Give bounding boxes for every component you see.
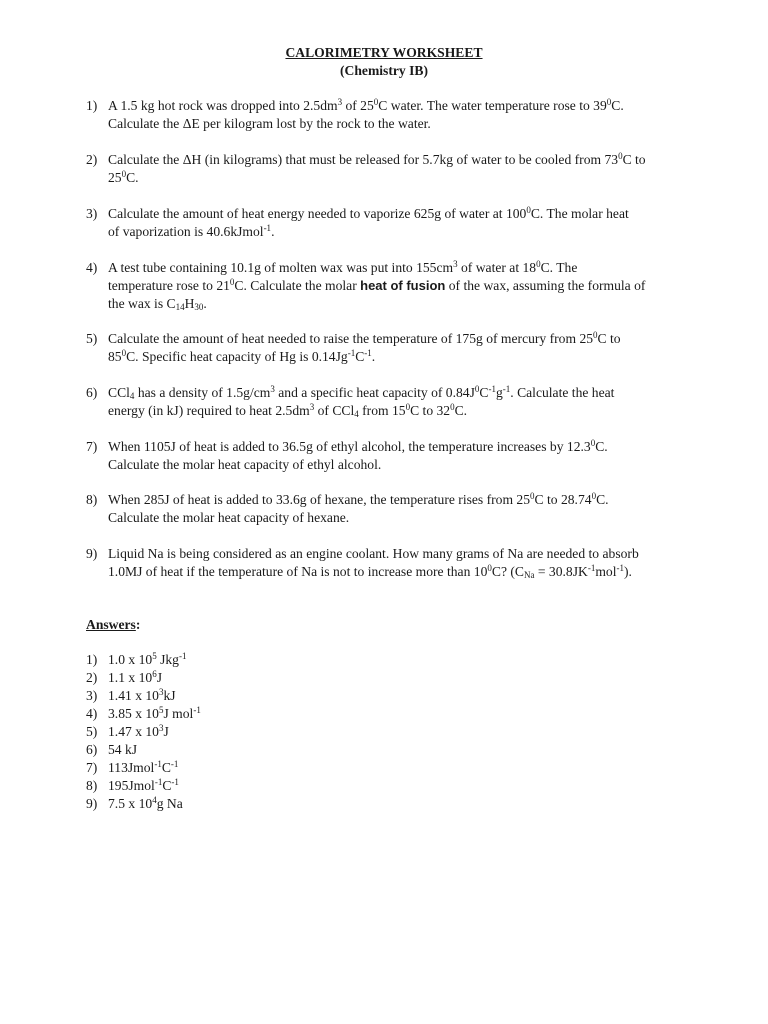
superscript: -1 [347, 348, 356, 358]
answers-heading-text: Answers [86, 617, 136, 632]
delta-symbol: Δ [182, 152, 192, 167]
delta-symbol: Δ [182, 116, 192, 131]
text-run: C. The molar heat [530, 206, 629, 221]
answer-4 [86, 705, 386, 723]
page-title: CALORIMETRY WORKSHEET [285, 45, 483, 60]
text-run: Calculate the [108, 116, 183, 131]
text-run: E per kilogram lost by the rock to the water. [191, 116, 431, 131]
answer-text [108, 651, 386, 669]
text-run: . [271, 224, 275, 239]
text-run: of vaporization is 40.6kJmol [108, 224, 264, 239]
superscript: 0 [590, 438, 596, 448]
text-run: C [479, 385, 489, 400]
text-run: C [162, 778, 172, 793]
superscript: 0 [606, 97, 612, 107]
text-run: 1.47 x 10 [108, 724, 159, 739]
question-1 [86, 97, 706, 133]
superscript: 4 [152, 795, 157, 805]
bold-term: heat of fusion [360, 278, 446, 293]
text-run: g [495, 385, 503, 400]
answer-number: 1) [86, 652, 98, 667]
question-text [108, 545, 706, 581]
text-run: = 30.8JK [534, 564, 588, 579]
answer-7 [86, 759, 386, 777]
text-run: 85 [108, 349, 122, 364]
text-run: When 1105J of heat is added to 36.5g of ethyl alcohol, the temperature increases by 12.3 [108, 439, 591, 454]
question-number: 8) [86, 492, 98, 507]
superscript: 0 [526, 205, 531, 215]
text-run: C? (C [491, 564, 524, 579]
answer-number: 4) [86, 706, 98, 721]
answer-text [108, 759, 386, 777]
superscript: 5 [152, 651, 157, 661]
text-run: J mol [163, 706, 194, 721]
text-run: 113Jmol [108, 760, 155, 775]
text-run: 7.5 x 10 [108, 796, 153, 811]
text-run: C. [611, 98, 624, 113]
question-text [108, 151, 706, 187]
question-text [108, 330, 706, 366]
question-5 [86, 330, 706, 366]
text-run: of CCl [314, 403, 355, 418]
answer-1 [86, 651, 386, 669]
answer-text [108, 795, 386, 813]
answer-8 [86, 777, 386, 795]
question-number: 7) [86, 439, 98, 454]
text-run: of the wax, assuming the formula of [445, 278, 646, 293]
text-run: 1.0 x 10 [108, 652, 153, 667]
text-run: C [355, 349, 365, 364]
subscript: 4 [129, 391, 135, 401]
question-text [108, 438, 706, 474]
superscript: 0 [593, 330, 598, 340]
superscript: -1 [364, 348, 372, 358]
superscript: 3 [309, 402, 315, 412]
subscript: 30 [194, 302, 204, 312]
answer-number: 7) [86, 760, 98, 775]
answers-heading-colon: : [135, 617, 141, 632]
answer-5 [86, 723, 386, 741]
answer-6 [86, 741, 386, 759]
question-number: 5) [86, 331, 98, 346]
superscript: -1 [488, 384, 496, 394]
answer-number: 2) [86, 670, 98, 685]
question-9 [86, 545, 706, 581]
text-run: C water. The water temperature rose to 39 [378, 98, 607, 113]
text-run: Jkg [156, 652, 179, 667]
text-run: C. [454, 403, 468, 418]
superscript: -1 [171, 777, 179, 787]
text-run: g Na [156, 796, 183, 811]
text-run: 54 kJ [108, 742, 138, 757]
answers-heading [86, 616, 140, 634]
superscript: 0 [487, 563, 492, 573]
question-7 [86, 438, 706, 474]
text-run: CCl [108, 385, 130, 400]
answer-number: 3) [86, 688, 98, 703]
question-number: 9) [86, 546, 98, 561]
question-number: 6) [86, 385, 98, 400]
question-text [108, 205, 706, 241]
text-run: A test tube containing 10.1g of molten wax was put into 155cm [108, 260, 454, 275]
text-run: has a density of 1.5g/cm [134, 385, 271, 400]
superscript: 3 [158, 723, 164, 733]
answer-number: 8) [86, 778, 98, 793]
superscript: 5 [158, 705, 164, 715]
text-run: Calculate the [108, 152, 183, 167]
text-run: of water at 18 [457, 260, 537, 275]
text-run: C to [597, 331, 621, 346]
superscript: 0 [229, 277, 235, 287]
text-run: ). [624, 564, 632, 579]
answer-text [108, 705, 386, 723]
text-run: temperature rose to 21 [108, 278, 230, 293]
answer-3 [86, 687, 386, 705]
answer-text [108, 723, 386, 741]
answer-text [108, 741, 386, 759]
text-run: C. Specific heat capacity of Hg is 0.14Jg [126, 349, 348, 364]
superscript: 0 [121, 169, 127, 179]
text-run: C to [622, 152, 646, 167]
text-run: C to 32 [410, 403, 451, 418]
superscript: -1 [502, 384, 511, 394]
text-run: Calculate the molar heat capacity of ethyl alcohol. [108, 457, 382, 472]
answer-9 [86, 795, 386, 813]
answer-number: 5) [86, 724, 98, 739]
text-run: the wax is C [108, 296, 176, 311]
superscript: -1 [193, 705, 201, 715]
question-number: 4) [86, 260, 98, 275]
text-run: C to 28.74 [534, 492, 592, 507]
answer-text [108, 687, 386, 705]
text-run: Calculate the amount of heat energy needed to vaporize 625g of water at 100 [108, 206, 527, 221]
question-number: 1) [86, 98, 98, 113]
text-run: and a specific heat capacity of 0.84J [274, 385, 475, 400]
question-4 [86, 259, 706, 313]
superscript: 0 [405, 402, 411, 412]
question-6 [86, 384, 706, 420]
text-run: H (in kilograms) that must be released for 5.7kg of water to be cooled from 73 [191, 152, 619, 167]
question-text [108, 259, 706, 313]
text-run: Calculate the molar heat capacity of hexane. [108, 510, 350, 525]
text-run: C [161, 760, 171, 775]
text-run: C. The [540, 260, 578, 275]
text-run: J [156, 670, 162, 685]
text-run: J [163, 724, 169, 739]
superscript: -1 [587, 563, 596, 573]
page-subtitle: (Chemistry IB) [340, 63, 428, 78]
superscript: 3 [158, 687, 164, 697]
answer-text [108, 669, 386, 687]
superscript: -1 [154, 777, 163, 787]
question-8 [86, 491, 706, 527]
answer-text [108, 777, 386, 795]
text-run: 1.0MJ of heat if the temperature of Na is not to increase more than 10 [108, 564, 488, 579]
text-run: 25 [108, 170, 122, 185]
text-run: 3.85 x 10 [108, 706, 159, 721]
superscript: 0 [474, 384, 480, 394]
text-run: 1.1 x 10 [108, 670, 153, 685]
text-run: C. [596, 492, 609, 507]
text-run: Calculate the amount of heat needed to raise the temperature of 175g of mercury from 25 [108, 331, 594, 346]
superscript: 0 [536, 259, 541, 269]
text-run: kJ [163, 688, 176, 703]
question-text [108, 491, 706, 527]
superscript: 3 [453, 259, 458, 269]
text-run: . [371, 349, 376, 364]
question-number: 2) [86, 152, 98, 167]
superscript: 0 [530, 491, 535, 501]
text-run: of 25 [342, 98, 374, 113]
question-text [108, 97, 706, 133]
superscript: 0 [618, 151, 623, 161]
superscript: -1 [170, 759, 179, 769]
text-run: Liquid Na is being considered as an engine coolant. How many grams of Na are needed to absorb [108, 546, 639, 561]
superscript: -1 [178, 651, 187, 661]
text-run: . [203, 296, 207, 311]
answer-number: 6) [86, 742, 98, 757]
text-run: 1.41 x 10 [108, 688, 159, 703]
subscript: 14 [175, 302, 185, 312]
superscript: -1 [263, 223, 272, 233]
superscript: 6 [152, 669, 157, 679]
superscript: 0 [591, 491, 597, 501]
text-run: mol [595, 564, 617, 579]
answer-number: 9) [86, 796, 98, 811]
text-run: 195Jmol [108, 778, 155, 793]
worksheet-header [0, 44, 768, 80]
question-number: 3) [86, 206, 98, 221]
text-run: C. Calculate the molar [234, 278, 361, 293]
question-3 [86, 205, 706, 241]
question-2 [86, 151, 706, 187]
text-run: A 1.5 kg hot rock was dropped into 2.5dm [108, 98, 338, 113]
text-run: When 285J of heat is added to 33.6g of hexane, the temperature rises from 25 [108, 492, 531, 507]
text-run: energy (in kJ) required to heat 2.5dm [108, 403, 310, 418]
text-run: C. [126, 170, 139, 185]
superscript: 0 [450, 402, 455, 412]
superscript: 3 [270, 384, 275, 394]
superscript: 0 [373, 97, 379, 107]
text-run: H [184, 296, 195, 311]
question-text [108, 384, 706, 420]
superscript: 3 [337, 97, 343, 107]
subscript: 4 [354, 409, 359, 419]
superscript: 0 [121, 348, 127, 358]
text-run: . Calculate the heat [510, 385, 615, 400]
text-run: from 15 [358, 403, 406, 418]
superscript: -1 [154, 759, 162, 769]
answer-2 [86, 669, 386, 687]
subscript: Na [523, 570, 535, 580]
superscript: -1 [616, 563, 624, 573]
text-run: C. [595, 439, 608, 454]
